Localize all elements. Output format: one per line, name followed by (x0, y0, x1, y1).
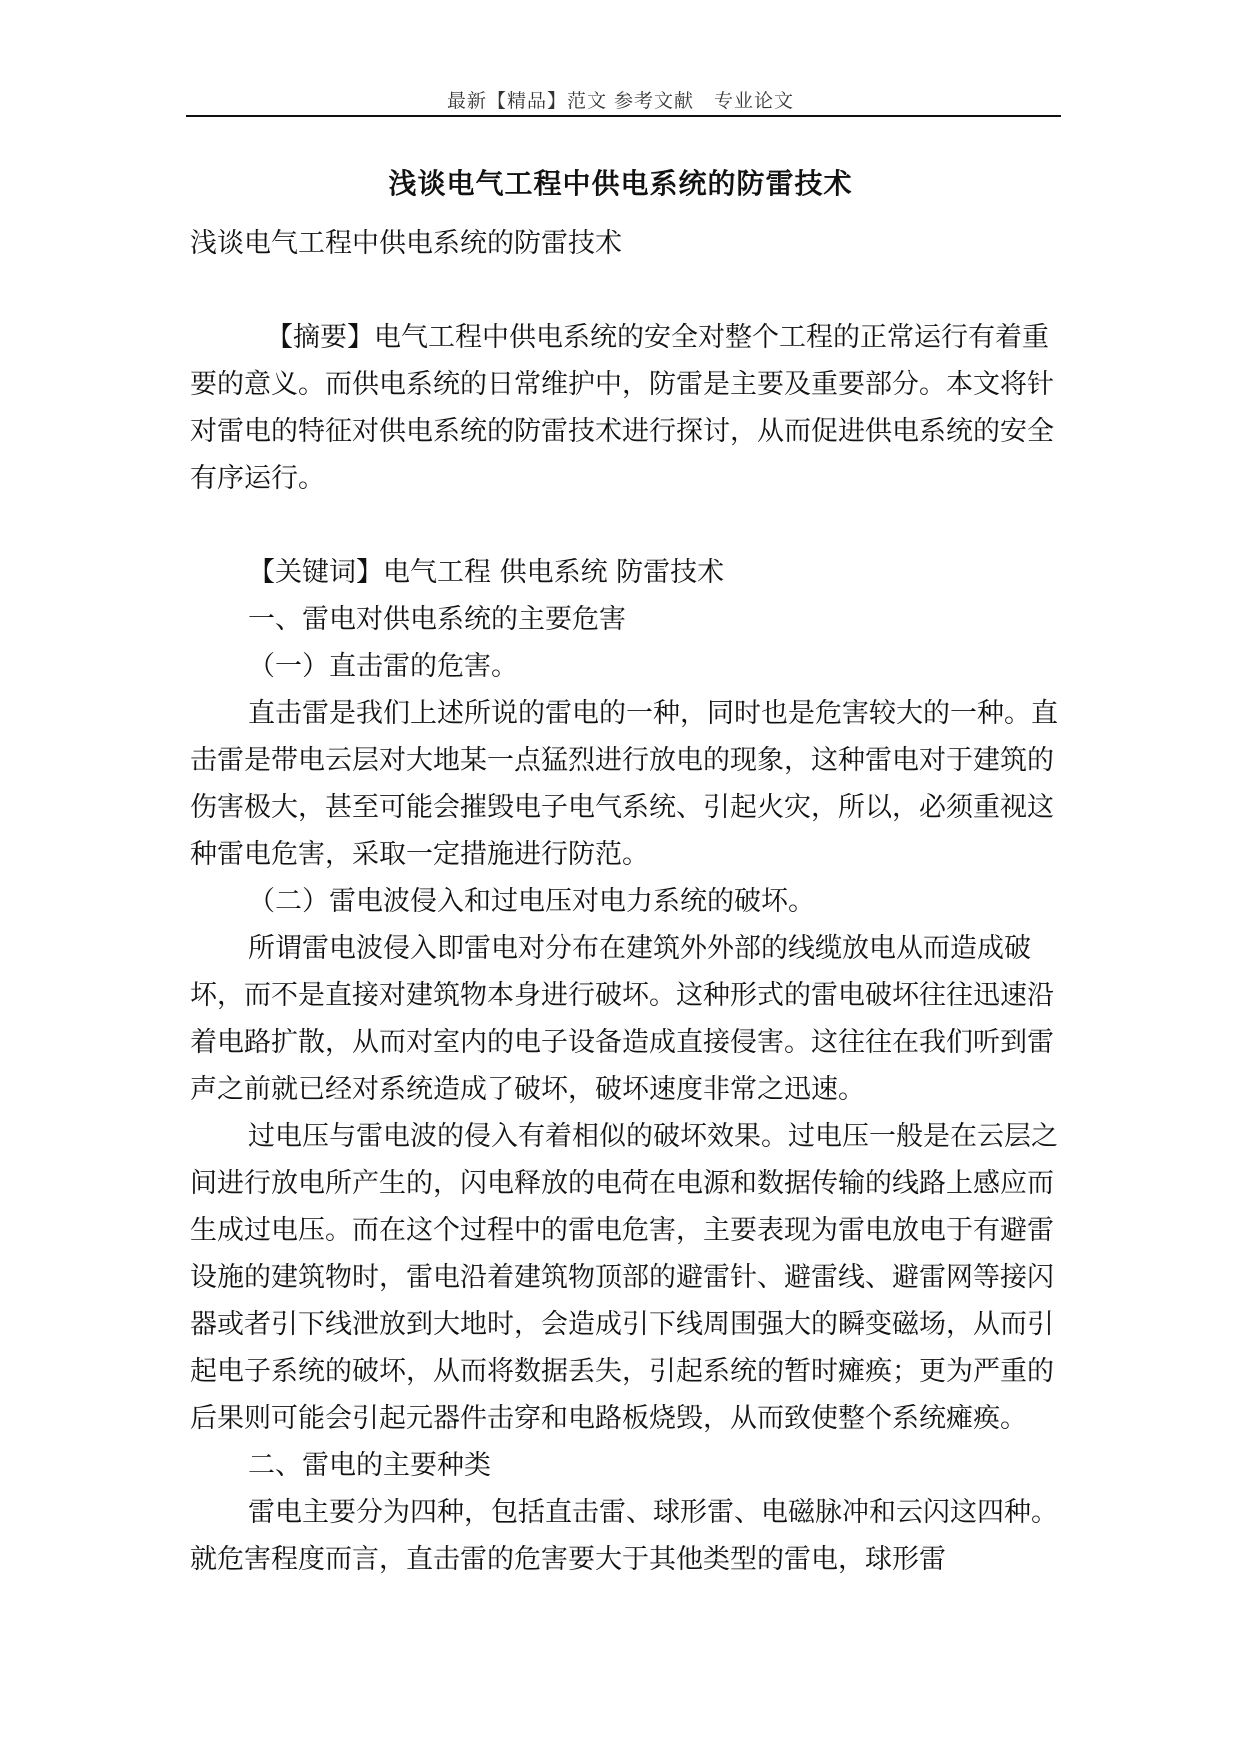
spacer (190, 267, 1060, 314)
document-subtitle: 浅谈电气工程中供电系统的防雷技术 (190, 228, 622, 259)
page-header-text: 最新【精品】范文 参考文献 专业论文 (446, 90, 795, 112)
keywords-paragraph: 【关键词】电气工程 供电系统 防雷技术 (248, 557, 725, 588)
spacer (190, 502, 1060, 549)
section2-paragraph: 雷电主要分为四种，包括直击雷、球形雷、电磁脉冲和云闪这四种。就危害程度而言，直击雷的危害要大于其他类型的雷电，球形雷 (190, 1497, 1058, 1575)
subsection1-heading: （一）直击雷的危害。 (248, 651, 518, 682)
subsection1-paragraph: 直击雷是我们上述所说的雷电的一种，同时也是危害较大的一种。直击雷是带电云层对大地某一点猛烈进行放电的现象，这种雷电对于建筑的伤害极大，甚至可能会摧毁电子电气系统、引起火灾，所以，必须重视这种雷电危害，采取一定措施进行防范。 (190, 698, 1058, 870)
section1-heading: 一、雷电对供电系统的主要危害 (248, 604, 626, 635)
abstract-paragraph: 【摘要】电气工程中供电系统的安全对整个工程的正常运行有着重要的意义。而供电系统的日常维护中，防雷是主要及重要部分。本文将针对雷电的特征对供电系统的防雷技术进行探讨，从而促进供电系统的安全有序运行。 (190, 322, 1054, 494)
document-title: 浅谈电气工程中供电系统的防雷技术 (388, 167, 853, 200)
subsection2-paragraph-1: 所谓雷电波侵入即雷电对分布在建筑外外部的线缆放电从而造成破坏，而不是直接对建筑物本身进行破坏。这种形式的雷电破坏往往迅速沿着电路扩散，从而对室内的电子设备造成直接侵害。这往往在我们听到雷声之前就已经对系统造成了破坏，破坏速度非常之迅速。 (190, 933, 1054, 1105)
section2-heading: 二、雷电的主要种类 (248, 1450, 491, 1481)
subsection2-paragraph-2: 过电压与雷电波的侵入有着相似的破坏效果。过电压一般是在云层之间进行放电所产生的，闪电释放的电荷在电源和数据传输的线路上感应而生成过电压。而在这个过程中的雷电危害，主要表现为雷电放电于有避雷设施的建筑物时，雷电沿着建筑物顶部的避雷针、避雷线、避雷网等接闪器或者引下线泄放到大地时，会造成引下线周围强大的瞬变磁场，从而引起电子系统的破坏，从而将数据丢失，引起系统的暂时瘫痪；更为严重的后果则可能会引起元器件击穿和电路板烧毁，从而致使整个系统瘫痪。 (190, 1121, 1058, 1434)
header-divider (186, 115, 1061, 117)
subsection2-heading: （二）雷电波侵入和过电压对电力系统的破坏。 (248, 886, 815, 917)
document-body (190, 220, 1060, 1583)
